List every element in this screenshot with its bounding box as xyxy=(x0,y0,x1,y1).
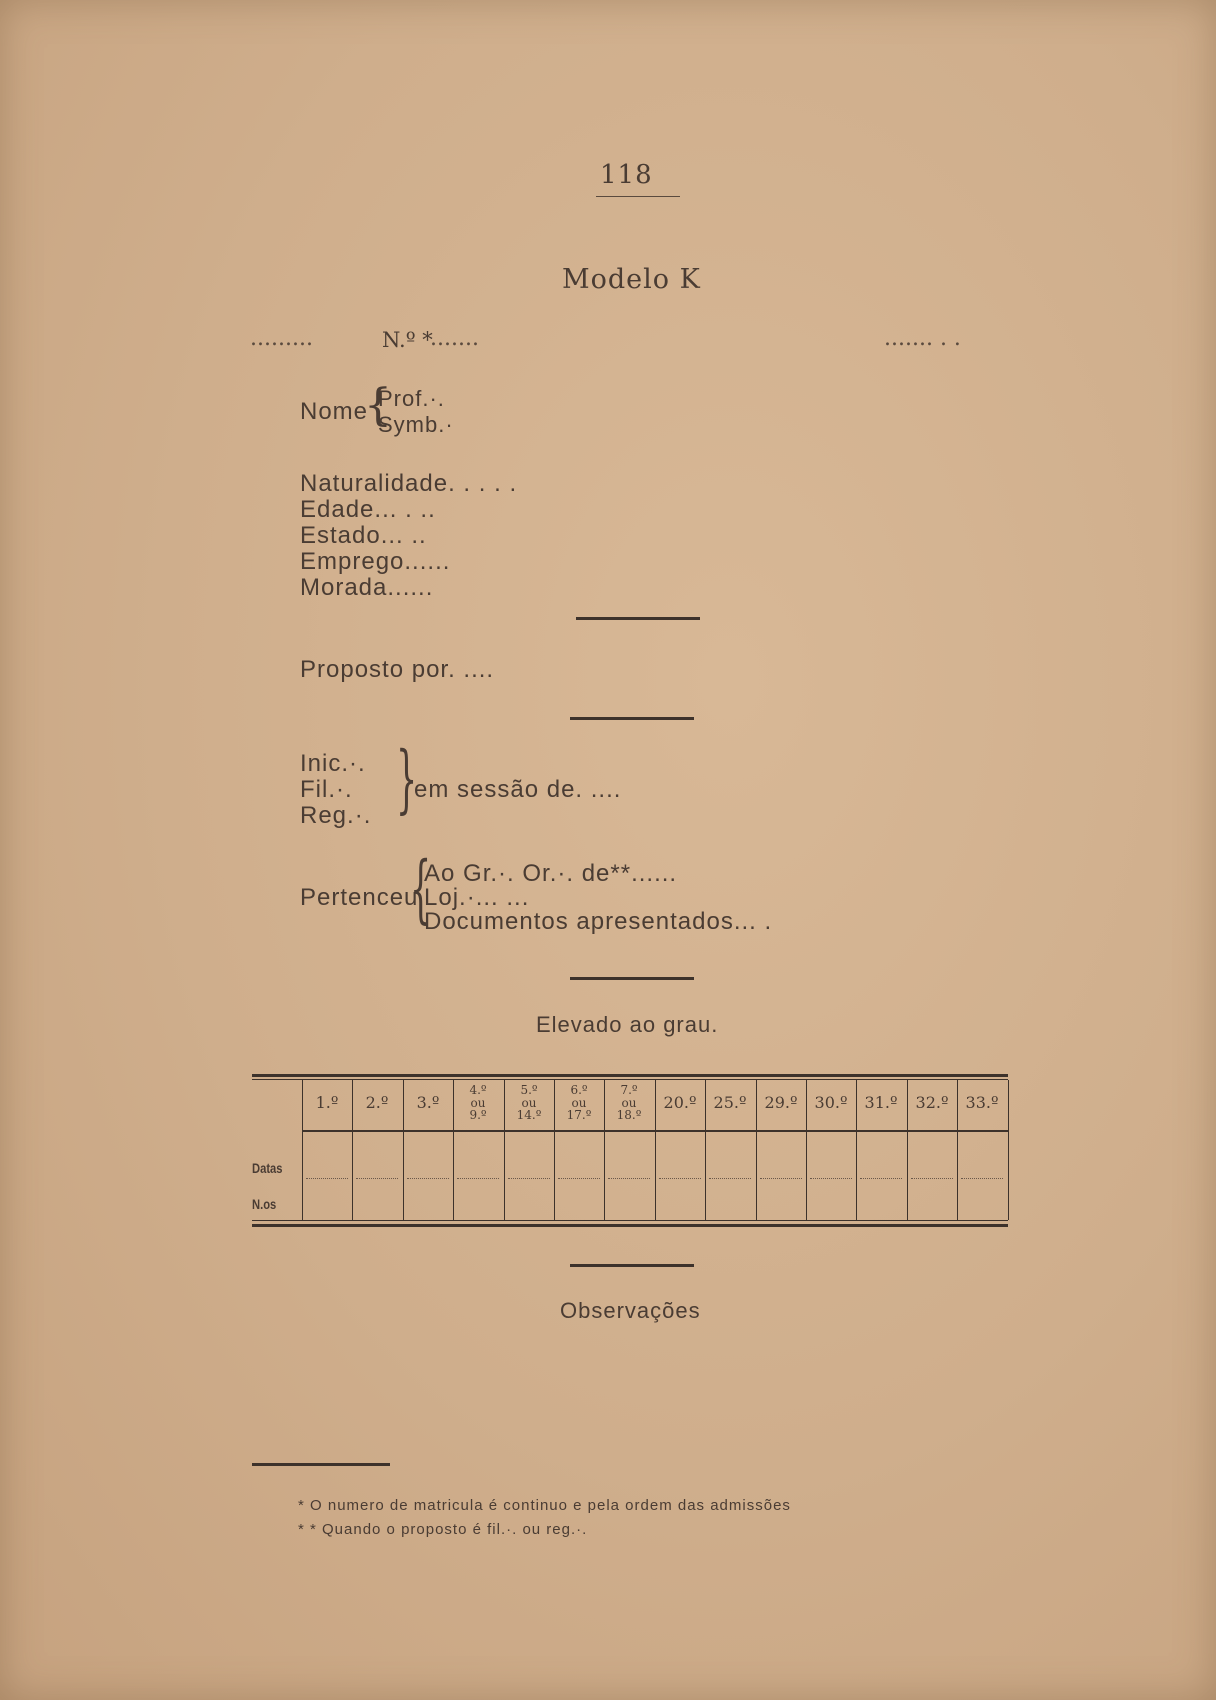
elevado-label: Elevado ao grau. xyxy=(536,1012,719,1037)
footnote-text: Quando o proposto é fil.·. ou reg.·. xyxy=(322,1521,588,1538)
grade-header-top: 4.º xyxy=(469,1083,487,1098)
page-number: 118 xyxy=(600,160,653,190)
nome-label: Nome xyxy=(300,398,369,425)
grade-header-top: 3.º xyxy=(416,1092,440,1112)
grade-header-top: 30.º xyxy=(814,1092,848,1112)
grade-header-top: 29.º xyxy=(764,1092,798,1112)
nome-brace: { xyxy=(364,380,392,431)
row-label-datas: Datas xyxy=(252,1160,283,1176)
grades-table xyxy=(252,1074,1008,1228)
footnote-text: O numero de matricula é continuo e pela ordem das admissões xyxy=(310,1497,791,1514)
grade-header-mid: ou xyxy=(470,1095,486,1110)
datas-entry-line xyxy=(659,1178,701,1179)
grade-header-top: 33.º xyxy=(965,1092,999,1112)
datas-entry-line xyxy=(558,1178,600,1179)
datas-entry-line xyxy=(306,1178,348,1179)
form-title: Modelo K xyxy=(562,264,701,295)
fil-label: Fil.·. xyxy=(300,776,353,803)
grade-header-top: 2.º xyxy=(365,1092,389,1112)
numero-trailing-dots: ....... xyxy=(430,326,479,351)
grade-header-bot: 18.º xyxy=(616,1108,642,1123)
page-number-underline xyxy=(596,196,680,197)
table-bottom-rule xyxy=(252,1224,1008,1227)
pertenceu-brace: { xyxy=(410,846,432,932)
grade-column-header xyxy=(806,1074,856,1132)
numero-right-dots: ....... . . xyxy=(884,326,961,351)
grade-header-top: 6.º xyxy=(570,1083,588,1098)
field-edade xyxy=(300,496,436,524)
numero-leading-dots: ......... xyxy=(250,326,313,351)
observacoes-label: Observações xyxy=(560,1298,701,1323)
field-dots: ... .. xyxy=(380,522,427,549)
proposto-por xyxy=(300,656,494,684)
pertenceu-loj: Loj.·... ... xyxy=(424,884,530,911)
footnote-mark: * * xyxy=(298,1521,317,1538)
field-label: Naturalidade xyxy=(300,470,449,497)
datas-entry-line xyxy=(860,1178,902,1179)
section-divider xyxy=(576,617,700,620)
datas-entry-line xyxy=(760,1178,802,1179)
pertenceu-gr-or: Ao Gr.·. Or.·. de**...... xyxy=(424,860,678,887)
grade-column-header xyxy=(756,1074,806,1132)
grade-header-mid: ou xyxy=(521,1095,537,1110)
reg-label: Reg.·. xyxy=(300,802,372,829)
grade-column-header xyxy=(705,1074,755,1132)
datas-entry-line xyxy=(457,1178,499,1179)
table-column-divider xyxy=(1008,1080,1009,1220)
pertenceu-documentos: Documentos apresentados... . xyxy=(424,908,773,935)
datas-entry-line xyxy=(608,1178,650,1179)
field-emprego xyxy=(300,548,450,576)
grade-header-top: 25.º xyxy=(713,1092,747,1112)
proposto-label: Proposto por xyxy=(300,656,449,683)
grade-header-top: 20.º xyxy=(663,1092,697,1112)
grade-column-header xyxy=(352,1074,402,1132)
footnote-1 xyxy=(298,1497,791,1514)
grade-header-top: 32.º xyxy=(915,1092,949,1112)
grade-header-top: 7.º xyxy=(620,1083,638,1098)
grade-header-top: 5.º xyxy=(520,1083,538,1098)
grade-column-header xyxy=(504,1074,554,1132)
footnote-mark: * xyxy=(298,1497,305,1514)
field-label: Morada xyxy=(300,574,388,601)
section-divider xyxy=(570,717,694,720)
field-morada xyxy=(300,574,433,602)
field-dots: . . . . . xyxy=(448,470,518,497)
datas-entry-line xyxy=(961,1178,1003,1179)
grade-column-header xyxy=(453,1074,503,1132)
grade-header-bot: 17.º xyxy=(566,1108,592,1123)
datas-entry-line xyxy=(911,1178,953,1179)
section-divider xyxy=(570,1264,694,1267)
grade-column-header xyxy=(655,1074,705,1132)
iniciacao-brace: } xyxy=(396,736,418,822)
table-bottom-rule-thin xyxy=(252,1220,1008,1221)
grade-column-header xyxy=(554,1074,604,1132)
section-divider xyxy=(570,977,694,980)
grade-header-top: 31.º xyxy=(864,1092,898,1112)
grade-header-bot: 9.º xyxy=(469,1108,487,1123)
field-naturalidade xyxy=(300,470,517,498)
footnote-divider xyxy=(252,1463,390,1466)
grade-column-header xyxy=(403,1074,453,1132)
datas-entry-line xyxy=(407,1178,449,1179)
datas-entry-line xyxy=(810,1178,852,1179)
grade-header-bot: 14.º xyxy=(516,1108,542,1123)
field-dots: ...... xyxy=(404,548,451,575)
grade-column-header xyxy=(957,1074,1007,1132)
field-dots: ...... xyxy=(387,574,434,601)
field-dots: ... . .. xyxy=(374,496,436,523)
grade-column-header xyxy=(907,1074,957,1132)
grade-header-top: 1.º xyxy=(315,1092,339,1112)
field-estado xyxy=(300,522,427,550)
datas-entry-line xyxy=(709,1178,751,1179)
numero-label: N.º * xyxy=(382,328,433,352)
row-label-numeros: N.os xyxy=(252,1196,277,1212)
sessao-text: em sessão de. .... xyxy=(414,776,622,803)
grade-column-header xyxy=(604,1074,654,1132)
inic-label: Inic.·. xyxy=(300,750,366,777)
nome-symb: Symb.· xyxy=(378,412,454,437)
pertenceu-label: Pertenceu xyxy=(300,884,419,911)
grade-column-header xyxy=(856,1074,906,1132)
datas-entry-line xyxy=(508,1178,550,1179)
field-label: Emprego xyxy=(300,548,405,575)
footnote-2 xyxy=(298,1521,587,1538)
grade-header-mid: ou xyxy=(621,1095,637,1110)
grade-column-header xyxy=(302,1074,352,1132)
grade-header-mid: ou xyxy=(571,1095,587,1110)
nome-prof: Prof.·. xyxy=(378,386,445,411)
proposto-dots: . .... xyxy=(448,656,495,683)
field-label: Estado xyxy=(300,522,381,549)
datas-entry-line xyxy=(356,1178,398,1179)
field-label: Edade xyxy=(300,496,375,523)
